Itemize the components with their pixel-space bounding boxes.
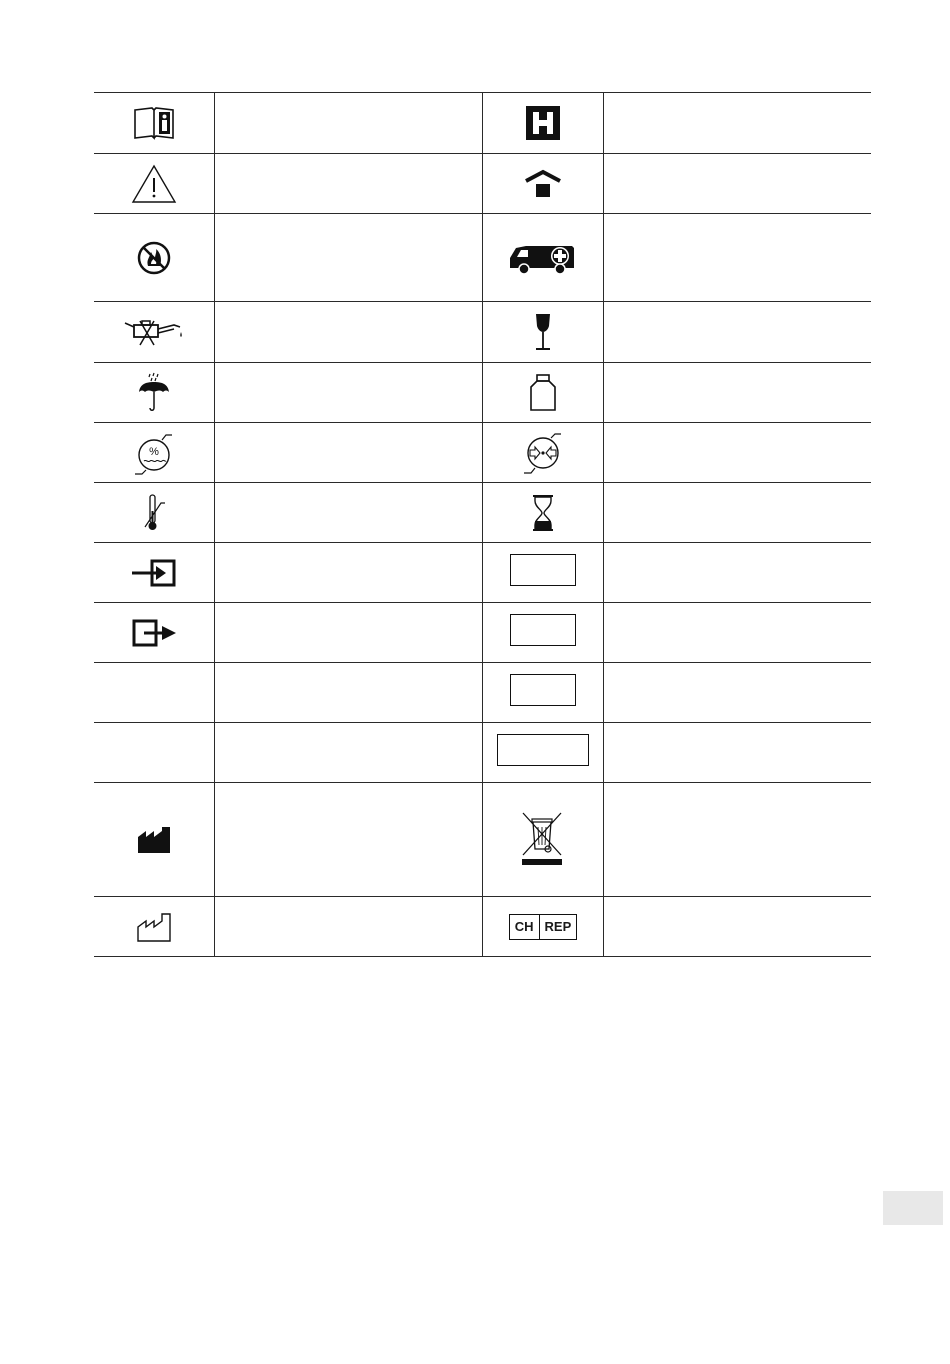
icon-cell xyxy=(483,723,604,783)
hospital-h-icon xyxy=(525,105,561,141)
description-cell xyxy=(215,93,483,154)
description-cell xyxy=(215,363,483,423)
icon-cell xyxy=(483,543,604,603)
table-row xyxy=(94,302,871,363)
icon-cell xyxy=(483,302,604,363)
icon-cell xyxy=(94,897,215,957)
description-cell xyxy=(604,543,872,603)
weee-bin-icon xyxy=(520,811,566,869)
table-row xyxy=(94,423,871,483)
description-cell xyxy=(604,723,872,783)
no-oil-can-icon xyxy=(122,315,186,349)
blank-box-icon xyxy=(510,554,576,586)
table-row xyxy=(94,663,871,723)
table-row xyxy=(94,723,871,783)
table-row xyxy=(94,93,871,154)
description-cell xyxy=(215,723,483,783)
fragile-glass-icon xyxy=(532,312,554,352)
description-cell xyxy=(604,363,872,423)
weight-limit-icon xyxy=(528,373,558,413)
warning-triangle-icon xyxy=(131,164,177,204)
description-cell xyxy=(215,897,483,957)
table-row xyxy=(94,363,871,423)
icon-cell xyxy=(94,723,215,783)
keep-under-roof-icon xyxy=(523,169,563,199)
icon-cell xyxy=(94,483,215,543)
symbols-table xyxy=(94,92,871,957)
humidity-limit-icon xyxy=(132,431,176,475)
ch-rep-left-text: CH xyxy=(514,919,534,934)
description-cell xyxy=(604,302,872,363)
table-row xyxy=(94,603,871,663)
description-cell xyxy=(215,603,483,663)
icon-cell xyxy=(94,363,215,423)
icon-cell xyxy=(483,483,604,543)
table-row xyxy=(94,214,871,302)
description-cell xyxy=(215,302,483,363)
icon-cell xyxy=(94,154,215,214)
description-cell xyxy=(215,783,483,897)
description-cell xyxy=(604,214,872,302)
icon-cell xyxy=(483,897,604,957)
icon-cell xyxy=(94,302,215,363)
icon-cell xyxy=(94,214,215,302)
table-row xyxy=(94,154,871,214)
input-icon xyxy=(130,558,178,588)
output-icon xyxy=(130,618,178,648)
icon-cell xyxy=(483,423,604,483)
description-cell xyxy=(215,543,483,603)
description-cell xyxy=(604,483,872,543)
icon-cell xyxy=(94,93,215,154)
description-cell xyxy=(604,603,872,663)
icon-cell xyxy=(94,603,215,663)
blank-wide-box-icon xyxy=(497,734,589,766)
instructions-info-icon xyxy=(132,106,176,140)
table-row xyxy=(94,543,871,603)
ch-rep-icon xyxy=(509,914,578,940)
icon-cell xyxy=(94,543,215,603)
description-cell xyxy=(215,214,483,302)
description-cell xyxy=(604,423,872,483)
svg-text:%: % xyxy=(149,445,159,458)
icon-cell xyxy=(94,783,215,897)
temperature-limit-icon xyxy=(139,493,169,533)
description-cell xyxy=(604,897,872,957)
page-edge-tab xyxy=(883,1191,943,1225)
description-cell xyxy=(215,483,483,543)
icon-cell xyxy=(483,603,604,663)
manufacturer-icon xyxy=(136,825,172,855)
blank-box-icon xyxy=(510,674,576,706)
icon-cell xyxy=(483,363,604,423)
icon-cell xyxy=(483,663,604,723)
ch-rep-right-text: REP xyxy=(539,915,577,939)
table-row xyxy=(94,897,871,957)
icon-cell xyxy=(94,663,215,723)
description-cell xyxy=(215,663,483,723)
description-cell xyxy=(604,663,872,723)
icon-cell xyxy=(483,783,604,897)
description-cell xyxy=(215,423,483,483)
icon-cell xyxy=(483,154,604,214)
table-row xyxy=(94,483,871,543)
pressure-limit-icon xyxy=(521,431,565,475)
date-of-manufacture-icon xyxy=(136,911,172,943)
description-cell xyxy=(604,93,872,154)
description-cell xyxy=(604,154,872,214)
icon-cell xyxy=(483,93,604,154)
icon-cell xyxy=(483,214,604,302)
keep-dry-umbrella-icon xyxy=(136,372,172,414)
description-cell xyxy=(215,154,483,214)
blank-box-icon xyxy=(510,614,576,646)
ambulance-icon xyxy=(508,240,578,276)
description-cell xyxy=(604,783,872,897)
no-fire-icon xyxy=(136,240,172,276)
icon-cell xyxy=(94,423,215,483)
table-row xyxy=(94,783,871,897)
hourglass-icon xyxy=(531,493,555,533)
